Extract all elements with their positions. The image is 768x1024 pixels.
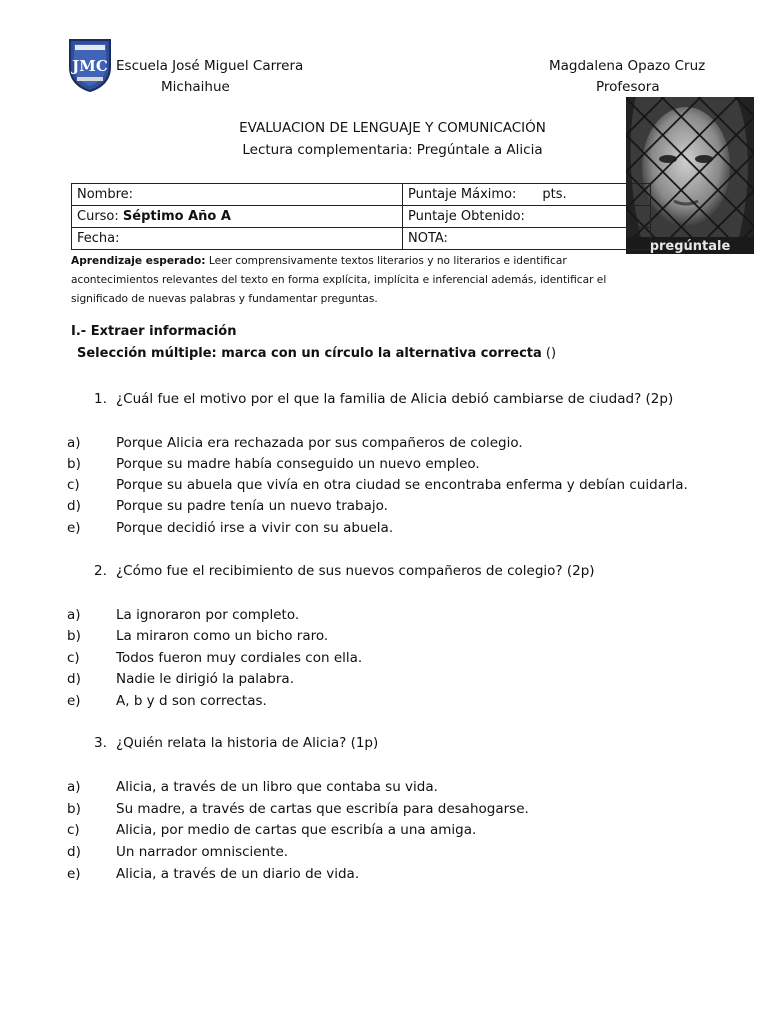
question-3: 3. ¿Quién relata la historia de Alicia? (1p): [94, 735, 379, 751]
option-1d[interactable]: d) Porque su padre tenía un nuevo trabajo.: [67, 498, 388, 514]
teacher-name: Magdalena Opazo Cruz: [549, 58, 706, 74]
option-3b[interactable]: b) Su madre, a través de cartas que escribía para desahogarse.: [67, 801, 529, 817]
option-2d[interactable]: d) Nadie le dirigió la palabra.: [67, 671, 294, 687]
option-2a[interactable]: a) La ignoraron por completo.: [67, 607, 300, 623]
section-instruction: Selección múltiple: marca con un círculo la alternativa correcta (): [77, 346, 557, 361]
question-1: 1. ¿Cuál fue el motivo por el que la familia de Alicia debió cambiarse de ciudad? (2p): [94, 391, 674, 407]
exam-title: EVALUACION DE LENGUAJE Y COMUNICACIÓN: [239, 120, 546, 136]
option-2e[interactable]: e) A, b y d son correctas.: [67, 693, 267, 709]
svg-text:JMC: JMC: [72, 57, 108, 75]
option-3d[interactable]: d) Un narrador omnisciente.: [67, 844, 289, 860]
option-3a[interactable]: a) Alicia, a través de un libro que contaba su vida.: [67, 779, 438, 795]
obtained-score-field[interactable]: Puntaje Obtenido:: [403, 206, 651, 228]
option-1b[interactable]: b) Porque su madre había conseguido un nuevo empleo.: [67, 456, 480, 472]
course-value: Séptimo Año A: [122, 209, 231, 224]
teacher-role: Profesora: [596, 79, 660, 95]
learning-objective: Aprendizaje esperado: Leer comprensivamente textos literarios y no literarios e identificar acontecimientos relevantes del texto en forma explícita, implícita e inferencial además, identificar el significado de nuevas palabras y fundamentar preguntas.: [71, 255, 607, 305]
option-2c[interactable]: c) Todos fueron muy cordiales con ella.: [67, 650, 363, 666]
option-1c[interactable]: c) Porque su abuela que vivía en otra ciudad se encontraba enferma y debían cuidarla.: [67, 477, 688, 493]
course-field[interactable]: Curso: Séptimo Año A: [72, 206, 403, 228]
option-3c[interactable]: c) Alicia, por medio de cartas que escribía a una amiga.: [67, 822, 477, 838]
max-score-field[interactable]: Puntaje Máximo: pts.: [403, 184, 651, 206]
school-name: Escuela José Miguel Carrera: [116, 58, 304, 74]
date-field[interactable]: Fecha:: [72, 228, 403, 250]
option-1e[interactable]: e) Porque decidió irse a vivir con su abuela.: [67, 520, 394, 536]
name-field[interactable]: Nombre:: [72, 184, 403, 206]
school-location: Michaihue: [161, 79, 230, 95]
option-3e[interactable]: e) Alicia, a través de un diario de vida.: [67, 866, 360, 882]
grade-field[interactable]: NOTA:: [403, 228, 651, 250]
book-cover-caption: pregúntale: [649, 239, 731, 254]
question-2: 2. ¿Cómo fue el recibimiento de sus nuevos compañeros de colegio? (2p): [94, 563, 595, 579]
school-logo-icon: [67, 37, 113, 93]
option-2b[interactable]: b) La miraron como un bicho raro.: [67, 628, 329, 644]
section-title: I.- Extraer información: [71, 324, 237, 339]
student-info-table: [71, 183, 651, 250]
exam-subtitle: Lectura complementaria: Pregúntale a Alicia: [242, 142, 543, 158]
option-1a[interactable]: a) Porque Alicia era rechazada por sus compañeros de colegio.: [67, 435, 523, 451]
